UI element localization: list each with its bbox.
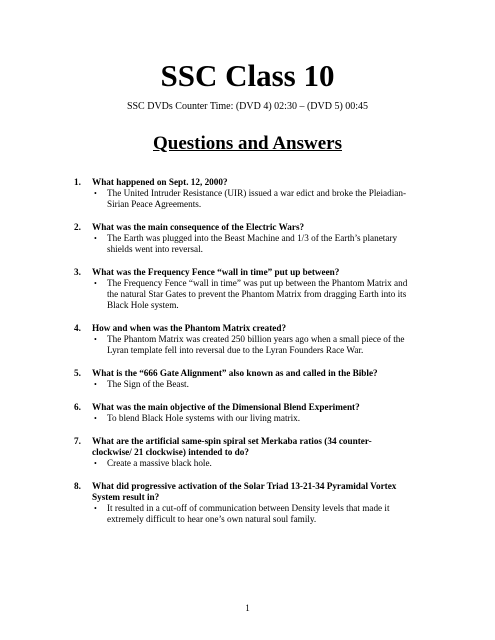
answer-line: The Frequency Fence “wall in time” was put up between the Phantom Matrix and	[107, 278, 408, 288]
qa-item	[74, 267, 434, 311]
answer-text	[74, 188, 434, 199]
document-title: SSC Class 10	[160, 58, 335, 93]
qa-item	[74, 481, 434, 525]
question-line: What was the main objective of the Dimensional Blend Experiment?	[92, 402, 360, 412]
question-line: System result in?	[92, 492, 160, 502]
answer-text	[74, 300, 434, 311]
answer-line: The United Intruder Resistance (UIR) issued a war edict and broke the Pleiadian-	[107, 188, 407, 198]
answer-line: The Phantom Matrix was created 250 billion years ago when a small piece of the	[107, 334, 405, 344]
question-number: 7.	[74, 436, 81, 446]
bullet-icon: •	[94, 234, 97, 243]
question-line: How and when was the Phantom Matrix created?	[92, 323, 287, 333]
answer-text	[74, 233, 434, 244]
question-line: What was the main consequence of the Electric Wars?	[92, 222, 305, 232]
section-heading: Questions and Answers	[153, 133, 342, 154]
qa-item	[74, 323, 434, 356]
page-number: 1	[245, 603, 250, 613]
question-text	[74, 368, 434, 379]
bullet-icon: •	[94, 459, 97, 468]
answer-text	[74, 345, 434, 356]
answer-line: Create a massive black hole.	[107, 458, 212, 468]
answer-text	[74, 199, 434, 210]
question-number: 3.	[74, 267, 81, 277]
answer-text	[74, 503, 434, 514]
question-number: 5.	[74, 368, 81, 378]
question-line: What is the “666 Gate Alignment” also known as and called in the Bible?	[92, 368, 378, 378]
question-text	[74, 436, 434, 447]
qa-item	[74, 436, 434, 469]
answer-text	[74, 334, 434, 345]
qa-list	[74, 177, 434, 525]
qa-item	[74, 368, 434, 390]
answer-text	[74, 244, 434, 255]
bullet-icon: •	[94, 380, 97, 389]
question-line: clockwise/ 21 clockwise) intended to do?	[92, 447, 249, 457]
bullet-icon: •	[94, 189, 97, 198]
bullet-icon: •	[94, 335, 97, 344]
answer-text	[74, 458, 434, 469]
answer-line: Black Hole system.	[107, 300, 179, 310]
answer-line: Sirian Peace Agreements.	[107, 199, 202, 209]
qa-item	[74, 402, 434, 424]
qa-item	[74, 177, 434, 210]
answer-text	[74, 514, 434, 525]
question-text	[74, 492, 434, 503]
question-number: 8.	[74, 481, 81, 491]
bullet-icon: •	[94, 279, 97, 288]
question-text	[74, 323, 434, 334]
bullet-icon: •	[94, 414, 97, 423]
bullet-icon: •	[94, 504, 97, 513]
answer-text	[74, 289, 434, 300]
question-text	[74, 447, 434, 458]
question-number: 4.	[74, 323, 81, 333]
question-number: 2.	[74, 222, 81, 232]
answer-line: The Earth was plugged into the Beast Machine and 1/3 of the Earth’s planetary	[107, 233, 398, 243]
answer-text	[74, 278, 434, 289]
question-line: What did progressive activation of the Solar Triad 13-21-34 Pyramidal Vortex	[92, 481, 397, 491]
question-line: What was the Frequency Fence “wall in time” put up between?	[92, 267, 340, 277]
answer-line: To blend Black Hole systems with our living matrix.	[107, 413, 301, 423]
question-number: 6.	[74, 402, 81, 412]
question-text	[74, 177, 434, 188]
answer-line: the natural Star Gates to prevent the Phantom Matrix from dragging Earth into its	[107, 289, 407, 299]
qa-item	[74, 222, 434, 255]
question-line: What are the artificial same-spin spiral set Merkaba ratios (34 counter-	[92, 436, 372, 446]
question-text	[74, 222, 434, 233]
question-text	[74, 267, 434, 278]
answer-line: It resulted in a cut-off of communication between Density levels that made it	[107, 503, 390, 513]
question-number: 1.	[74, 177, 81, 187]
answer-line: The Sign of the Beast.	[107, 379, 189, 389]
answer-line: Lyran template fell into reversal due to the Lyran Founders Race War.	[107, 345, 364, 355]
question-text	[74, 481, 434, 492]
answer-text	[74, 379, 434, 390]
answer-line: shields went into reversal.	[107, 244, 203, 254]
answer-line: extremely difficult to hear one’s own natural soul family.	[107, 514, 317, 524]
question-text	[74, 402, 434, 413]
dvd-counter-subtitle: SSC DVDs Counter Time: (DVD 4) 02:30 – (DVD 5) 00:45	[126, 101, 369, 112]
question-line: What happened on Sept. 12, 2000?	[92, 177, 228, 187]
answer-text	[74, 413, 434, 424]
